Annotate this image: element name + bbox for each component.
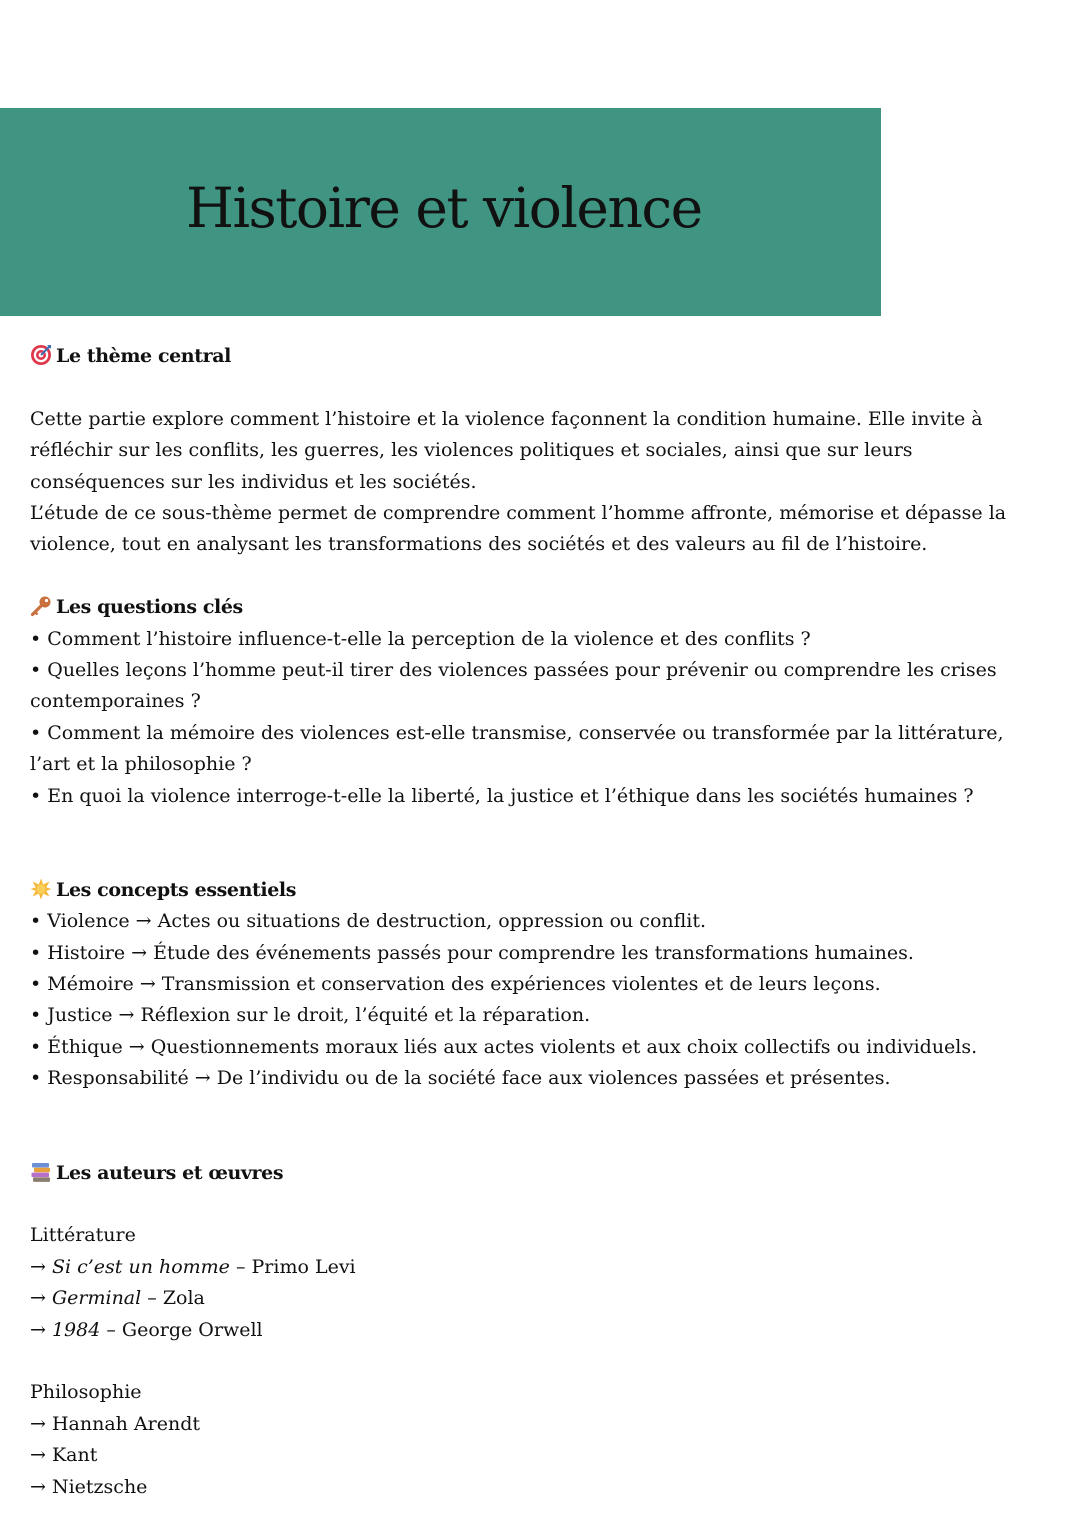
concept-item: • Mémoire → Transmission et conservation des expériences violentes et de leurs leçons. [30,973,881,996]
literature-work: → 1984 – George Orwell [30,1318,263,1341]
concept-item: • Violence → Actes ou situations de destruction, oppression ou conflit. [30,910,707,933]
philosophy-label: Philosophie [30,1381,142,1404]
question-item: contemporaines ? [30,690,201,713]
philosopher-item: → Kant [30,1444,98,1467]
paragraph-line: conséquences sur les individus et les sociétés. [30,470,477,493]
work-title: Si c’est un homme [51,1255,230,1278]
concept-item: • Responsabilité → De l’individu ou de la société face aux violences passées et présentes. [30,1067,891,1090]
star-icon [30,878,52,900]
literature-work: → Germinal – Zola [30,1287,205,1310]
document-body [30,341,1050,1503]
concept-item: • Histoire → Étude des événements passés pour comprendre les transformations humaines. [30,941,914,964]
paragraph-line: violence, tout en analysant les transformations des sociétés et des valeurs au fil de l’histoire. [30,533,928,556]
concept-item: • Justice → Réflexion sur le droit, l’équité et la réparation. [30,1004,591,1027]
key-icon [30,595,52,617]
books-icon [30,1161,52,1183]
question-item: • Quelles leçons l’homme peut-il tirer des violences passées pour prévenir ou comprendre les crises [30,659,997,682]
paragraph-line: réfléchir sur les conflits, les guerres, les violences politiques et sociales, ainsi que sur leurs [30,439,913,462]
question-item: • En quoi la violence interroge-t-elle la liberté, la justice et l’éthique dans les sociétés humaines ? [30,784,974,807]
work-author: Zola [162,1287,205,1310]
section-heading-authors: Les auteurs et œuvres [30,1158,1050,1189]
philosopher-item: → Hannah Arendt [30,1412,201,1435]
work-title: Germinal [51,1287,142,1310]
section-heading-theme: Le thème central [30,341,1050,372]
section-heading-questions: Les questions clés [30,592,1050,623]
target-icon [30,344,52,366]
work-author: George Orwell [121,1318,263,1341]
question-item: • Comment la mémoire des violences est-elle transmise, conservée ou transformée par la littérature, [30,721,1004,744]
literature-label: Littérature [30,1224,136,1247]
question-item: l’art et la philosophie ? [30,753,252,776]
literature-work: → Si c’est un homme – Primo Levi [30,1255,356,1278]
concept-item: • Éthique → Questionnements moraux liés aux actes violents et aux choix collectifs ou individuels. [30,1035,978,1058]
section-heading-concepts: Les concepts essentiels [30,875,1050,906]
work-title: 1984 [51,1318,101,1341]
paragraph-line: Cette partie explore comment l’histoire et la violence façonnent la condition humaine. Elle invite à [30,407,983,430]
philosopher-item: → Nietzsche [30,1475,148,1498]
work-author: Primo Levi [251,1255,356,1278]
paragraph-line: L’étude de ce sous-thème permet de comprendre comment l’homme affronte, mémorise et dépasse la [30,502,1007,525]
question-item: • Comment l’histoire influence-t-elle la perception de la violence et des conflits ? [30,627,811,650]
page-title: Histoire et violence [186,176,702,240]
